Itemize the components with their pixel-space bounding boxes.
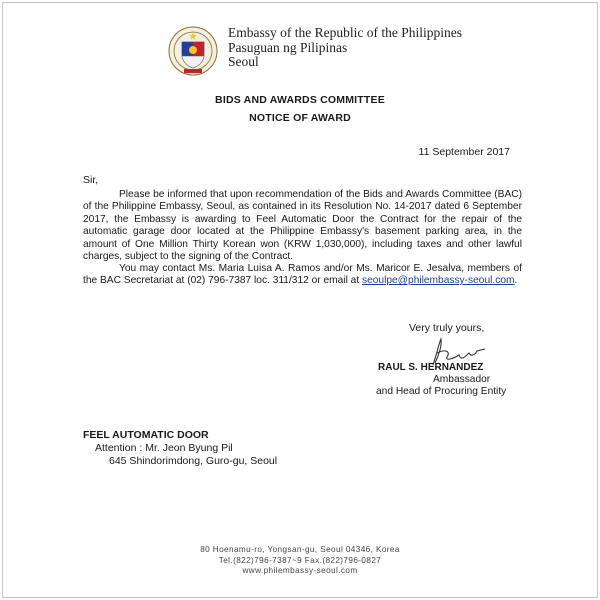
signatory-title-hope: and Head of Procuring Entity <box>376 386 507 397</box>
signatory-name: RAUL S. HERNANDEZ <box>378 362 484 373</box>
philippine-embassy-seal-icon <box>168 26 218 76</box>
award-paragraph: Please be informed that upon recommendation of the Bids and Awards Committee (BAC) of the Philippine Embassy, Seoul, as contained in its Resolution No. 14-2017 dated 6 September 2017, the Embassy is awarding to Feel Automatic Door the Contract for the repair of the automatic garage door located at the Philippine Embassy's basement parking area, in the amount of One Million Thirty Korean won (KRW 1,030,000), including taxes and other lawful charges, subject to the signing of the Contract. <box>83 189 522 263</box>
addressee-address: 645 Shindorimdong, Guro-gu, Seoul <box>109 455 278 467</box>
contact-paragraph-text: You may contact Ms. Maria Luisa A. Ramos and/or Ms. Maricor E. Jesalva, members of the BAC Secretariat at (02) 796-7387 loc. 311/312 or email at <box>83 263 522 287</box>
letterhead <box>228 26 462 70</box>
salutation: Sir, <box>83 174 99 186</box>
letterhead-city: Seoul <box>228 54 259 69</box>
contact-paragraph-end: . <box>514 275 518 287</box>
letterhead-filipino-name: Pasuguan ng Pilipinas <box>228 39 348 55</box>
committee-title: BIDS AND AWARDS COMMITTEE <box>215 94 385 106</box>
footer-phones: Tel.(822)796-7387~9 Fax.(822)796-0827 <box>218 555 382 565</box>
closing: Very truly yours, <box>409 322 485 334</box>
addressee-block <box>83 429 277 468</box>
signatory-title-ambassador: Ambassador <box>433 374 491 385</box>
contact-paragraph <box>83 263 522 288</box>
page-frame <box>2 2 598 598</box>
footer-address: 80 Hoenamu-ro, Yongsan-gu, Seoul 04346, Korea <box>200 545 400 554</box>
letterhead-embassy-name: Embassy of the Republic of the Philippines <box>228 25 462 40</box>
email-link[interactable]: seoulpe@philembassy-seoul.com <box>362 275 515 287</box>
footer-website: www.philembassy-seoul.com <box>242 566 358 575</box>
addressee-attention: Attention : Mr. Jeon Byung Pil <box>95 442 233 454</box>
letter-date: 11 September 2017 <box>418 146 510 158</box>
notice-title: NOTICE OF AWARD <box>249 112 351 124</box>
footer <box>0 545 600 577</box>
addressee-name: FEEL AUTOMATIC DOOR <box>83 429 209 441</box>
